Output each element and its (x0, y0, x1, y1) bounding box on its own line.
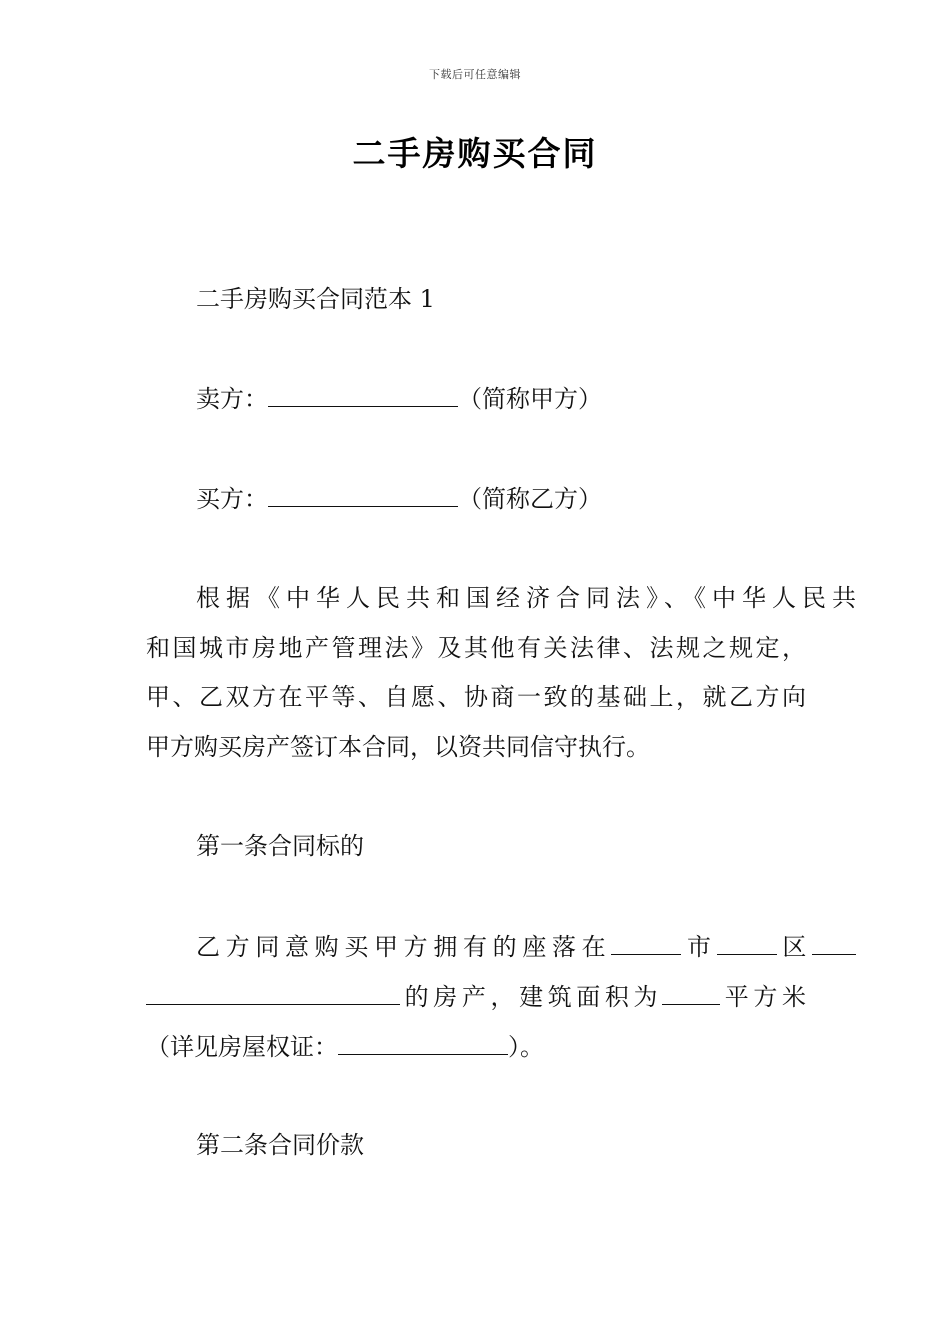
buyer-line (146, 482, 856, 515)
preamble-line-3: 甲、乙双方在平等、自愿、协商一致的基础上，就乙方向 (146, 683, 806, 711)
buyer-label: 买方： (196, 485, 268, 513)
preamble-line-2: 和国城市房地产管理法》及其他有关法律、法规之规定， (146, 634, 806, 662)
header-note: 下载后可任意编辑 (429, 68, 521, 81)
seller-suffix: （简称甲方） (458, 385, 602, 413)
preamble-line-4: 甲方购买房产签订本合同，以资共同信守执行。 (146, 733, 650, 761)
article1-line-2 (146, 980, 806, 1013)
certificate-blank (338, 1030, 508, 1055)
district-blank (717, 930, 777, 955)
certificate-label: （详见房屋权证： (146, 1033, 338, 1061)
sample-heading: 二手房购买合同范本 1 (196, 285, 435, 313)
address-blank-start (812, 930, 856, 955)
article1-text-a: 乙方同意购买甲方拥有的座落在 (196, 933, 612, 961)
buyer-name-blank (268, 482, 458, 507)
article1-heading: 第一条合同标的 (196, 832, 364, 860)
article1-area-text: 的房产，建筑面积为 (400, 983, 663, 1011)
article1-city-word: 市 (681, 933, 717, 961)
address-blank-cont (146, 980, 400, 1005)
seller-label: 卖方： (196, 385, 268, 413)
document-title: 二手房购买合同 (352, 134, 598, 173)
article1-line-3 (146, 1030, 806, 1063)
article1-area-unit: 平方米 (720, 983, 807, 1011)
article1-district-word: 区 (776, 933, 813, 961)
buyer-suffix: （简称乙方） (458, 485, 602, 513)
seller-name-blank (268, 382, 458, 407)
city-blank (611, 930, 681, 955)
article1-line-1 (146, 930, 856, 963)
article2-heading: 第二条合同价款 (196, 1131, 364, 1159)
seller-line (146, 382, 856, 415)
area-blank (662, 980, 720, 1005)
certificate-suffix: ）。 (508, 1033, 544, 1061)
preamble-line-1: 根据《中华人民共和国经济合同法》、《中华人民共 (196, 584, 856, 612)
